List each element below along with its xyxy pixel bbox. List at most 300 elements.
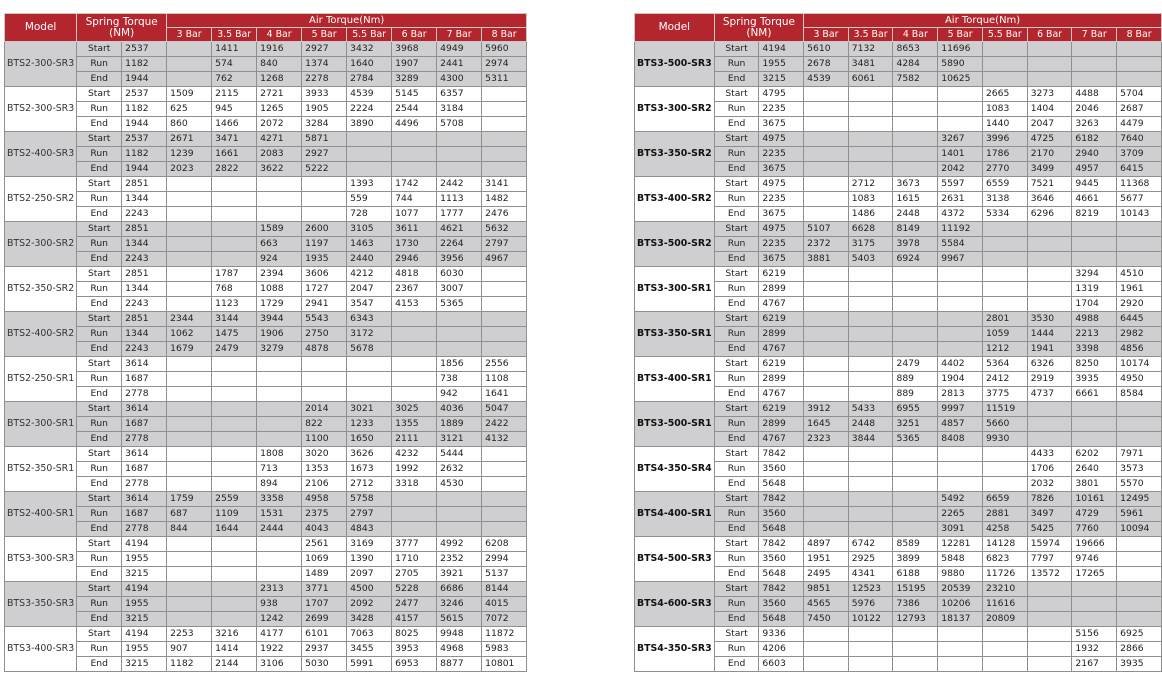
table-row — [635, 132, 1162, 147]
model-cell: BTS3-350-SR2 — [635, 132, 715, 177]
spring-torque-cell: 4795 — [759, 87, 804, 102]
air-torque-cell — [167, 552, 212, 567]
air-torque-cell: 6030 — [437, 267, 482, 282]
table-row — [635, 192, 1162, 207]
air-torque-cell: 2444 — [257, 522, 302, 537]
air-torque-cell: 2940 — [1072, 147, 1117, 162]
air-torque-cell: 2927 — [302, 42, 347, 57]
air-torque-cell: 2797 — [482, 237, 527, 252]
air-torque-cell — [167, 402, 212, 417]
air-torque-cell — [982, 657, 1027, 672]
air-torque-cell: 9880 — [938, 567, 983, 582]
air-torque-cell: 2394 — [257, 267, 302, 282]
air-torque-cell: 11192 — [938, 222, 983, 237]
air-torque-cell — [167, 237, 212, 252]
spring-torque-header — [714, 14, 804, 42]
air-torque-cell — [893, 342, 938, 357]
air-torque-cell — [893, 327, 938, 342]
air-torque-cell: 6296 — [1027, 207, 1072, 222]
air-torque-cell — [482, 492, 527, 507]
air-torque-cell: 7640 — [1117, 132, 1162, 147]
air-torque-cell: 2721 — [257, 87, 302, 102]
air-torque-cell: 20539 — [938, 582, 983, 597]
air-torque-cell: 4950 — [1117, 372, 1162, 387]
air-torque-cell: 5030 — [302, 657, 347, 672]
torque-type-cell: End — [714, 342, 759, 357]
torque-type-cell: Start — [77, 357, 122, 372]
air-torque-cell: 9997 — [938, 402, 983, 417]
air-torque-cell: 6659 — [982, 492, 1027, 507]
air-torque-cell — [982, 72, 1027, 87]
spring-torque-cell: 2899 — [759, 282, 804, 297]
air-torque-cell: 13572 — [1027, 567, 1072, 582]
spring-torque-cell: 1344 — [122, 192, 167, 207]
torque-type-cell: Start — [77, 177, 122, 192]
torque-type-cell: Run — [714, 597, 759, 612]
air-torque-cell: 2477 — [392, 597, 437, 612]
air-torque-cell — [1117, 597, 1162, 612]
air-torque-cell: 6559 — [982, 177, 1027, 192]
spring-torque-label: Spring Torque — [85, 15, 158, 28]
air-torque-cell — [848, 387, 893, 402]
air-torque-cell — [1072, 597, 1117, 612]
air-torque-cell — [1117, 567, 1162, 582]
table-row — [5, 417, 527, 432]
air-torque-cell: 2770 — [982, 162, 1027, 177]
air-torque-cell — [437, 312, 482, 327]
air-torque-cell — [212, 447, 257, 462]
torque-type-cell: End — [714, 252, 759, 267]
air-torque-cell: 5145 — [392, 87, 437, 102]
air-torque-cell: 5137 — [482, 567, 527, 582]
air-torque-cell: 2632 — [437, 462, 482, 477]
model-cell: BTS2-350-SR1 — [5, 447, 77, 492]
air-torque-cell: 574 — [212, 57, 257, 72]
torque-type-cell: Run — [77, 327, 122, 342]
air-torque-cell: 4621 — [437, 222, 482, 237]
air-torque-cell: 5758 — [347, 492, 392, 507]
spring-torque-cell: 2778 — [122, 387, 167, 402]
air-torque-cell: 889 — [893, 387, 938, 402]
air-torque-cell — [392, 342, 437, 357]
air-torque-cell: 2937 — [302, 642, 347, 657]
air-torque-cell: 3530 — [1027, 312, 1072, 327]
torque-type-cell: Run — [714, 642, 759, 657]
model-cell: BTS3-350-SR1 — [635, 312, 715, 357]
spring-torque-cell: 1182 — [122, 102, 167, 117]
air-torque-cell: 5678 — [347, 342, 392, 357]
air-torque-cell: 6326 — [1027, 357, 1072, 372]
air-torque-cell: 4036 — [437, 402, 482, 417]
air-torque-cell — [257, 372, 302, 387]
pressure-header: 4 Bar — [257, 28, 302, 42]
air-torque-cell — [167, 477, 212, 492]
air-torque-cell: 1932 — [1072, 642, 1117, 657]
air-torque-cell — [1117, 612, 1162, 627]
air-torque-cell: 2265 — [938, 507, 983, 522]
air-torque-cell — [167, 582, 212, 597]
torque-type-cell: End — [714, 297, 759, 312]
air-torque-cell: 5570 — [1117, 477, 1162, 492]
air-torque-cell: 1411 — [212, 42, 257, 57]
model-cell: BTS2-300-SR3 — [5, 87, 77, 132]
air-torque-cell: 1475 — [212, 327, 257, 342]
air-torque-cell: 2278 — [302, 72, 347, 87]
air-torque-cell — [804, 387, 849, 402]
air-torque-cell: 3284 — [302, 117, 347, 132]
air-torque-cell: 713 — [257, 462, 302, 477]
torque-type-cell: Run — [77, 102, 122, 117]
air-torque-cell: 4843 — [347, 522, 392, 537]
torque-type-cell: Run — [714, 237, 759, 252]
air-torque-cell — [302, 372, 347, 387]
air-torque-cell — [167, 597, 212, 612]
spring-torque-cell: 6219 — [759, 357, 804, 372]
air-torque-cell: 1242 — [257, 612, 302, 627]
air-torque-cell: 1941 — [1027, 342, 1072, 357]
air-torque-cell: 11519 — [982, 402, 1027, 417]
air-torque-cell — [167, 72, 212, 87]
air-torque-cell: 5615 — [437, 612, 482, 627]
spring-torque-cell: 4767 — [759, 432, 804, 447]
air-torque-cell — [392, 312, 437, 327]
air-torque-cell — [804, 162, 849, 177]
air-torque-cell: 4153 — [392, 297, 437, 312]
air-torque-cell: 6953 — [392, 657, 437, 672]
air-torque-cell: 3626 — [347, 447, 392, 462]
air-torque-cell: 2170 — [1027, 147, 1072, 162]
air-torque-cell: 3432 — [347, 42, 392, 57]
table-row — [5, 252, 527, 267]
air-torque-cell — [1072, 612, 1117, 627]
air-torque-cell: 3267 — [938, 132, 983, 147]
air-torque-cell: 1640 — [347, 57, 392, 72]
torque-table — [4, 13, 527, 672]
air-torque-cell — [938, 627, 983, 642]
air-torque-cell: 1265 — [257, 102, 302, 117]
air-torque-cell: 5871 — [302, 132, 347, 147]
air-torque-cell: 4857 — [938, 417, 983, 432]
pressure-header: 5 Bar — [938, 28, 983, 42]
air-torque-cell: 1759 — [167, 492, 212, 507]
air-torque-cell — [482, 102, 527, 117]
torque-type-cell: Run — [77, 462, 122, 477]
air-torque-cell — [848, 297, 893, 312]
air-torque-cell: 5708 — [437, 117, 482, 132]
air-torque-cell — [392, 327, 437, 342]
air-torque-cell — [893, 462, 938, 477]
air-torque-cell: 4729 — [1072, 507, 1117, 522]
air-torque-cell — [167, 447, 212, 462]
air-torque-cell — [982, 282, 1027, 297]
spring-torque-cell: 1182 — [122, 147, 167, 162]
air-torque-cell — [848, 627, 893, 642]
air-torque-cell: 2144 — [212, 657, 257, 672]
air-torque-cell — [392, 522, 437, 537]
torque-type-cell: Run — [714, 57, 759, 72]
air-torque-cell — [1117, 552, 1162, 567]
air-torque-cell — [804, 657, 849, 672]
air-torque-cell — [893, 522, 938, 537]
air-torque-cell — [1027, 627, 1072, 642]
air-torque-cell: 889 — [893, 372, 938, 387]
air-torque-cell: 1615 — [893, 192, 938, 207]
air-torque-cell: 1707 — [302, 597, 347, 612]
air-torque-cell: 12523 — [848, 582, 893, 597]
spring-torque-cell: 2778 — [122, 522, 167, 537]
spring-torque-cell: 7842 — [759, 447, 804, 462]
air-torque-cell — [893, 477, 938, 492]
table-row — [5, 567, 527, 582]
air-torque-cell: 12495 — [1117, 492, 1162, 507]
air-torque-cell: 1730 — [392, 237, 437, 252]
air-torque-cell: 2106 — [302, 477, 347, 492]
air-torque-cell — [347, 132, 392, 147]
table-row — [5, 597, 527, 612]
air-torque-cell: 3263 — [1072, 117, 1117, 132]
air-torque-cell: 2367 — [392, 282, 437, 297]
air-torque-cell: 844 — [167, 522, 212, 537]
table-row — [5, 522, 527, 537]
air-torque-cell — [848, 462, 893, 477]
air-torque-cell: 6061 — [848, 72, 893, 87]
table-row — [635, 42, 1162, 57]
air-torque-cell — [167, 537, 212, 552]
air-torque-cell — [804, 492, 849, 507]
table-row — [5, 177, 527, 192]
air-torque-cell: 5222 — [302, 162, 347, 177]
air-torque-cell: 10625 — [938, 72, 983, 87]
air-torque-cell: 4500 — [347, 582, 392, 597]
air-torque-cell — [804, 132, 849, 147]
air-torque-cell — [938, 447, 983, 462]
air-torque-cell: 5597 — [938, 177, 983, 192]
air-torque-cell — [437, 162, 482, 177]
air-torque-cell — [212, 612, 257, 627]
air-torque-cell: 1742 — [392, 177, 437, 192]
air-torque-cell — [167, 192, 212, 207]
air-torque-cell — [347, 147, 392, 162]
spring-torque-cell: 6219 — [759, 402, 804, 417]
air-torque-cell: 2822 — [212, 162, 257, 177]
spring-torque-cell: 4975 — [759, 222, 804, 237]
air-torque-cell: 3144 — [212, 312, 257, 327]
air-torque-cell: 2946 — [392, 252, 437, 267]
air-torque-cell: 2412 — [982, 372, 1027, 387]
air-torque-cell: 1353 — [302, 462, 347, 477]
spring-torque-cell: 1955 — [122, 552, 167, 567]
air-torque-cell: 5425 — [1027, 522, 1072, 537]
air-torque-cell: 5492 — [938, 492, 983, 507]
air-torque-cell: 687 — [167, 507, 212, 522]
air-torque-cell: 1961 — [1117, 282, 1162, 297]
spring-torque-cell: 3675 — [759, 162, 804, 177]
table-header — [5, 14, 527, 42]
torque-type-cell: Start — [77, 492, 122, 507]
air-torque-cell: 924 — [257, 252, 302, 267]
air-torque-cell — [804, 477, 849, 492]
air-torque-cell: 5365 — [893, 432, 938, 447]
air-torque-cell — [257, 357, 302, 372]
air-torque-cell — [167, 222, 212, 237]
air-torque-cell — [1117, 582, 1162, 597]
torque-type-cell: Run — [77, 147, 122, 162]
air-torque-cell — [982, 267, 1027, 282]
air-torque-cell: 3497 — [1027, 507, 1072, 522]
air-torque-cell: 7132 — [848, 42, 893, 57]
spring-torque-cell: 1182 — [122, 57, 167, 72]
air-torque-cell: 2097 — [347, 567, 392, 582]
pressure-header: 3 Bar — [804, 28, 849, 42]
air-torque-cell: 2047 — [1027, 117, 1072, 132]
air-torque-cell: 15195 — [893, 582, 938, 597]
spring-torque-cell: 2235 — [759, 192, 804, 207]
air-torque-cell — [938, 327, 983, 342]
torque-type-cell: End — [77, 207, 122, 222]
table-row — [5, 357, 527, 372]
air-torque-cell: 840 — [257, 57, 302, 72]
air-torque-cell: 1706 — [1027, 462, 1072, 477]
air-torque-cell — [482, 267, 527, 282]
air-torque-cell — [804, 447, 849, 462]
pressure-header: 3 Bar — [167, 28, 212, 42]
air-torque-cell: 1486 — [848, 207, 893, 222]
spring-torque-cell: 4767 — [759, 297, 804, 312]
air-torque-cell: 6101 — [302, 627, 347, 642]
model-cell: BTS3-300-SR3 — [5, 537, 77, 582]
air-torque-cell: 3398 — [1072, 342, 1117, 357]
table-row — [5, 222, 527, 237]
air-torque-cell: 4157 — [392, 612, 437, 627]
spring-torque-cell: 2537 — [122, 87, 167, 102]
spring-torque-cell: 4975 — [759, 132, 804, 147]
air-torque-cell — [848, 657, 893, 672]
air-torque-cell: 1083 — [982, 102, 1027, 117]
air-torque-cell: 3106 — [257, 657, 302, 672]
air-torque-cell: 4232 — [392, 447, 437, 462]
air-torque-cell: 3801 — [1072, 477, 1117, 492]
air-torque-cell — [167, 282, 212, 297]
spring-torque-cell: 2778 — [122, 432, 167, 447]
torque-type-cell: End — [714, 207, 759, 222]
air-torque-cell: 6208 — [482, 537, 527, 552]
air-torque-cell: 7797 — [1027, 552, 1072, 567]
air-torque-cell — [893, 117, 938, 132]
table-row — [5, 642, 527, 657]
spring-torque-cell: 1944 — [122, 117, 167, 132]
air-torque-cell: 1239 — [167, 147, 212, 162]
air-torque-cell — [437, 132, 482, 147]
air-torque-cell: 9851 — [804, 582, 849, 597]
air-torque-cell: 2813 — [938, 387, 983, 402]
table-row — [635, 597, 1162, 612]
air-torque-cell: 5632 — [482, 222, 527, 237]
torque-type-cell: Start — [77, 87, 122, 102]
air-torque-cell — [804, 102, 849, 117]
air-torque-cell — [302, 207, 347, 222]
spring-torque-cell: 7842 — [759, 582, 804, 597]
air-torque-cell — [212, 357, 257, 372]
torque-type-cell: End — [77, 117, 122, 132]
air-torque-cell: 1374 — [302, 57, 347, 72]
torque-type-cell: End — [714, 657, 759, 672]
air-torque-cell — [938, 297, 983, 312]
air-torque-cell — [347, 162, 392, 177]
air-torque-cell: 5444 — [437, 447, 482, 462]
air-torque-cell — [804, 357, 849, 372]
air-torque-cell — [1117, 432, 1162, 447]
air-torque-cell: 2561 — [302, 537, 347, 552]
air-torque-cell: 2224 — [347, 102, 392, 117]
torque-type-cell: End — [77, 522, 122, 537]
air-torque-cell: 2441 — [437, 57, 482, 72]
air-torque-cell: 20809 — [982, 612, 1027, 627]
air-torque-cell: 1393 — [347, 177, 392, 192]
air-torque-cell: 1463 — [347, 237, 392, 252]
air-torque-cell — [848, 342, 893, 357]
air-torque-cell — [848, 447, 893, 462]
air-torque-cell: 4341 — [848, 567, 893, 582]
air-torque-cell — [167, 357, 212, 372]
air-torque-cell — [1072, 237, 1117, 252]
air-torque-cell — [482, 117, 527, 132]
air-torque-cell — [212, 252, 257, 267]
air-torque-cell — [848, 117, 893, 132]
air-torque-cell: 19666 — [1072, 537, 1117, 552]
air-torque-cell: 7582 — [893, 72, 938, 87]
table-row — [635, 387, 1162, 402]
air-torque-cell: 3273 — [1027, 87, 1072, 102]
air-torque-cell: 6188 — [893, 567, 938, 582]
air-torque-cell: 1935 — [302, 252, 347, 267]
air-torque-cell: 945 — [212, 102, 257, 117]
table-row — [635, 87, 1162, 102]
torque-type-cell: Start — [714, 267, 759, 282]
torque-type-cell: Run — [77, 237, 122, 252]
torque-type-cell: End — [714, 522, 759, 537]
air-torque-cell: 4725 — [1027, 132, 1072, 147]
pressure-header: 6 Bar — [1027, 28, 1072, 42]
air-torque-cell: 3921 — [437, 567, 482, 582]
spring-torque-cell: 6219 — [759, 312, 804, 327]
spring-torque-cell: 2243 — [122, 207, 167, 222]
air-torque-cell — [1027, 42, 1072, 57]
torque-type-cell: Start — [77, 132, 122, 147]
air-torque-cell: 3025 — [392, 402, 437, 417]
spring-torque-cell: 2851 — [122, 177, 167, 192]
air-torque-cell: 6182 — [1072, 132, 1117, 147]
air-torque-cell — [1117, 252, 1162, 267]
spring-torque-cell: 2243 — [122, 297, 167, 312]
table-row — [5, 297, 527, 312]
air-torque-cell: 7386 — [893, 597, 938, 612]
air-torque-cell: 1108 — [482, 372, 527, 387]
spring-torque-label: Spring Torque — [722, 15, 796, 28]
air-torque-cell: 3184 — [437, 102, 482, 117]
air-torque-cell — [1072, 417, 1117, 432]
air-torque-cell — [1027, 267, 1072, 282]
spring-torque-cell: 1955 — [122, 642, 167, 657]
air-torque-cell: 1100 — [302, 432, 347, 447]
table-row — [635, 477, 1162, 492]
air-torque-cell: 3105 — [347, 222, 392, 237]
torque-type-cell: Start — [77, 312, 122, 327]
air-torque-cell — [893, 447, 938, 462]
pressure-header: 5 Bar — [302, 28, 347, 42]
table-row — [635, 102, 1162, 117]
air-torque-cell — [482, 447, 527, 462]
table-body — [5, 42, 527, 672]
